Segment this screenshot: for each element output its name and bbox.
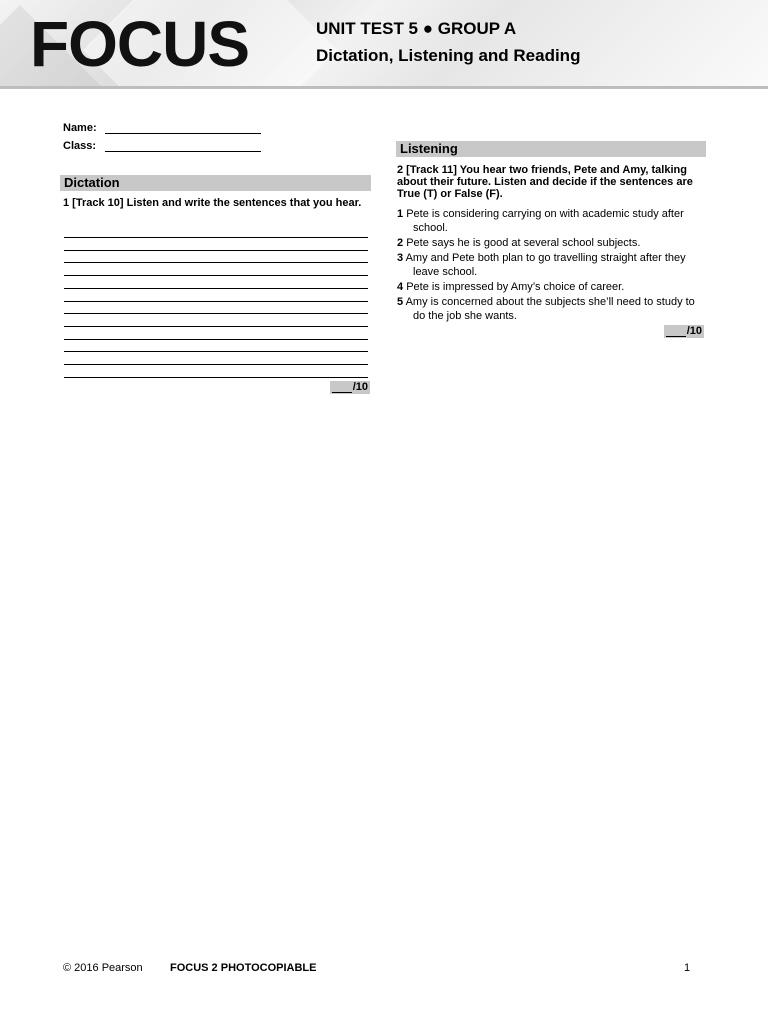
name-field[interactable] — [63, 122, 97, 135]
test-subtitle: Dictation, Listening and Reading — [316, 46, 581, 65]
listening-score-blank[interactable] — [666, 336, 686, 337]
focus-logo: FOCUS — [30, 8, 249, 80]
name-label: Name: — [63, 122, 97, 134]
answer-line[interactable] — [64, 250, 368, 251]
answer-line[interactable] — [64, 288, 368, 289]
unit-title: UNIT TEST 5 ● GROUP A — [316, 19, 517, 38]
answer-line[interactable] — [64, 275, 368, 276]
list-item[interactable]: 2 Pete says he is good at several school subjects. — [397, 237, 641, 249]
dictation-score-box[interactable] — [330, 381, 370, 394]
answer-line[interactable] — [64, 237, 368, 238]
listening-instruction: 2 [Track 11] You hear two friends, Pete and Amy, talking about their future. Listen and decide if the sentences are True (T) or False (F). — [397, 164, 693, 200]
class-label: Class: — [63, 140, 97, 152]
listening-items — [397, 207, 707, 324]
answer-line[interactable] — [64, 262, 368, 263]
list-item[interactable]: 5 Amy is concerned about the subjects she’ll need to study to do the job she wants. — [397, 296, 695, 322]
page-header — [0, 0, 768, 89]
listening-score-total: /10 — [686, 325, 702, 337]
listening-score-box[interactable] — [664, 325, 704, 338]
list-item[interactable]: 1 Pete is considering carrying on with academic study after school. — [397, 208, 684, 234]
dictation-score-total: /10 — [352, 381, 368, 393]
page-number: 1 — [684, 962, 691, 974]
answer-line[interactable] — [64, 377, 368, 378]
footer-brand: FOCUS 2 PHOTOCOPIABLE — [170, 962, 317, 974]
dictation-instruction: 1 [Track 10] Listen and write the sentences that you hear. — [63, 197, 362, 209]
name-answer-line[interactable] — [105, 133, 261, 134]
answer-line[interactable] — [64, 313, 368, 314]
class-answer-line[interactable] — [105, 151, 261, 152]
dictation-heading: Dictation — [60, 175, 371, 191]
answer-line[interactable] — [64, 301, 368, 302]
list-item[interactable]: 4 Pete is impressed by Amy’s choice of career. — [397, 281, 625, 293]
footer-copyright: © 2016 Pearson — [63, 962, 143, 974]
class-field[interactable] — [63, 140, 96, 153]
list-item[interactable]: 3 Amy and Pete both plan to go travelling straight after they leave school. — [397, 252, 686, 278]
answer-line[interactable] — [64, 351, 368, 352]
answer-line[interactable] — [64, 326, 368, 327]
dictation-score-blank[interactable] — [332, 392, 352, 393]
answer-line[interactable] — [64, 364, 368, 365]
answer-line[interactable] — [64, 339, 368, 340]
listening-heading: Listening — [396, 141, 706, 157]
